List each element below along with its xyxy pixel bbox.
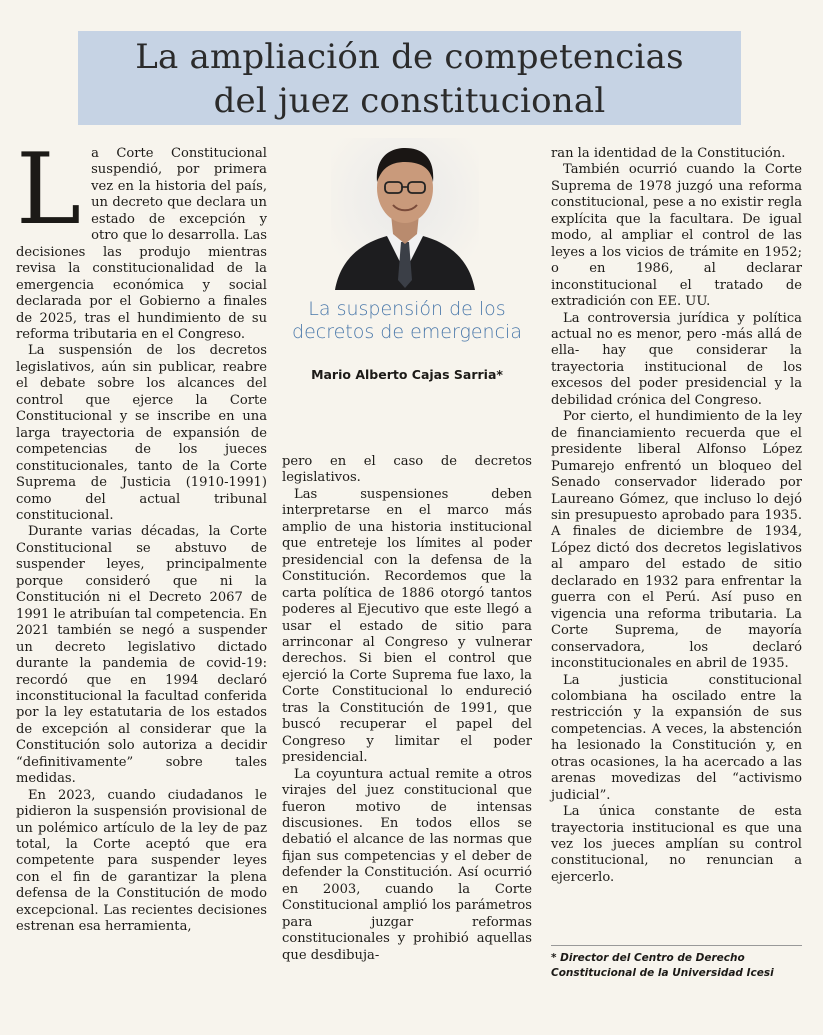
footnote-divider: [551, 945, 802, 946]
paragraph: Las suspensiones deben interpretarse en el marco más amplio de una historia institucional que entreteje los límites al poder presidencial con la defensa de la Constitución. Recordemos que la carta política de 1886 otorgó tantos poderes al Ejecutivo que este llegó a usar el estado de sitio para arrinconar al Congreso y vulnerar derechos. Si bien el control que ejerció la Corte Suprema fue laxo, la Corte Constitucional lo endureció tras la Constitución de 1991, que buscó recuperar el papel del Congreso y limitar el poder presidencial.: [282, 486, 532, 766]
headline-line-2: del juez constitucional: [213, 81, 606, 121]
paragraph: En 2023, cuando ciudadanos le pidieron la suspensión provisional de un polémico artículo de la ley de paz total, la Corte aceptó que era competente para suspender leyes con el fin de garantizar la plena defensa de la Constitución de modo excepcional. Las recientes decisiones estrenan esa herramienta,: [16, 787, 267, 935]
author-photo: [331, 138, 479, 290]
pull-quote-line-1: La suspensión de los: [308, 298, 506, 320]
paragraph: La justicia constitucional colombiana ha oscilado entre la restricción y la expansión de sus competencias. A veces, la abstención ha lesionado la Constitución y, en otras ocasiones, la ha acercado a las arenas movedizas del “activismo judicial”.: [551, 672, 802, 803]
column-3: [551, 146, 802, 886]
pull-quote: [282, 298, 532, 344]
paragraph: También ocurrió cuando la Corte Suprema de 1978 juzgó una reforma constitucional, pese a no existir regla explícita que la facultara. De igual modo, al ampliar el control de las leyes a los vicios de trámite en 1952; o en 1986, al declarar inconstitucional el tratado de extradición con EE. UU.: [551, 162, 802, 310]
paragraph: pero en el caso de decretos legislativos.: [282, 454, 532, 486]
headline: [78, 31, 741, 123]
paragraph: Durante varias décadas, la Corte Constitucional se abstuvo de suspender leyes, principalmente porque consideró que ni la Constitución ni el Decreto 2067 de 1991 le atribuían tal competencia. En 2021 también se negó a suspender un decreto legislativo dictado durante la pandemia de covid-19: recordó que en 1994 declaró inconstitucional la facultad conferida por la ley estatutaria de los estados de excepción al considerar que la Constitución solo autoriza a decidir “definitivamente” sobre tales medidas.: [16, 524, 267, 787]
author-footnote: [551, 951, 802, 981]
paragraph: La controversia jurídica y política actual no es menor, pero -más allá de ella- hay que considerar la trayectoria institucional de los excesos del poder presidencial y la debilidad crónica del Congreso.: [551, 310, 802, 408]
author-byline: Mario Alberto Cajas Sarria*: [311, 367, 503, 382]
headline-band: [78, 31, 741, 125]
headline-line-1: La ampliación de competencias: [135, 37, 684, 77]
paragraph: Por cierto, el hundimiento de la ley de financiamiento recuerda que el presidente liberal Alfonso López Pumarejo enfrentó un bloqueo del Senado conservador liderado por Laureano Gómez, que incluso lo dejó sin presupuesto aprobado para 1935. A finales de diciembre de 1934, López dictó dos decretos legislativos al amparo del estado de sitio declarado en 1932 para enfrentar la guerra con el Perú. Así puso en vigencia una reforma tributaria. La Corte Suprema, de mayoría conservadora, los declaró inconstitucionales en abril de 1935.: [551, 409, 802, 672]
drop-cap: L: [16, 133, 82, 247]
footnote-line-1: * Director del Centro de Derecho: [551, 952, 745, 964]
paragraph: La Corte Constitucional suspendió, por primera vez en la historia del país, un decreto que declara un estado de excepción y otro que lo desarrolla. Las decisiones las produjo mientras revisa la constitucionalidad de la emergencia económica y social declarada por el Gobierno a finales de 2025, tras el hundimiento de su reforma tributaria en el Congreso.: [16, 133, 267, 342]
column-2: [282, 454, 532, 964]
paragraph: La coyuntura actual remite a otros virajes del juez constitucional que fueron motivo de intensas discusiones. En todos ellos se debatió el alcance de las normas que fijan sus competencias y el deber de defender la Constitución. Así ocurrió en 2003, cuando la Corte Constitucional amplió los parámetros para juzgar reformas constitucionales y prohibió aquellas que desdibuja-: [282, 766, 532, 963]
paragraph: ran la identidad de la Constitución.: [551, 146, 786, 161]
footnote-line-2: Constitucional de la Universidad Icesi: [551, 967, 774, 979]
column-1: [16, 133, 267, 936]
paragraph: La única constante de esta trayectoria institucional es que una vez los jueces amplían su control constitucional, no renuncian a ejercerlo.: [551, 804, 802, 885]
pull-quote-line-2: decretos de emergencia: [292, 321, 522, 343]
paragraph: La suspensión de los decretos legislativos, aún sin publicar, reabre el debate sobre los alcances del control que ejerce la Corte Constitucional y se inscribe en una larga trayectoria de expansión de competencias de los jueces constitucionales, tanto de la Corte Suprema de Justicia (1910-1991) como del actual tribunal constitucional.: [16, 343, 267, 523]
